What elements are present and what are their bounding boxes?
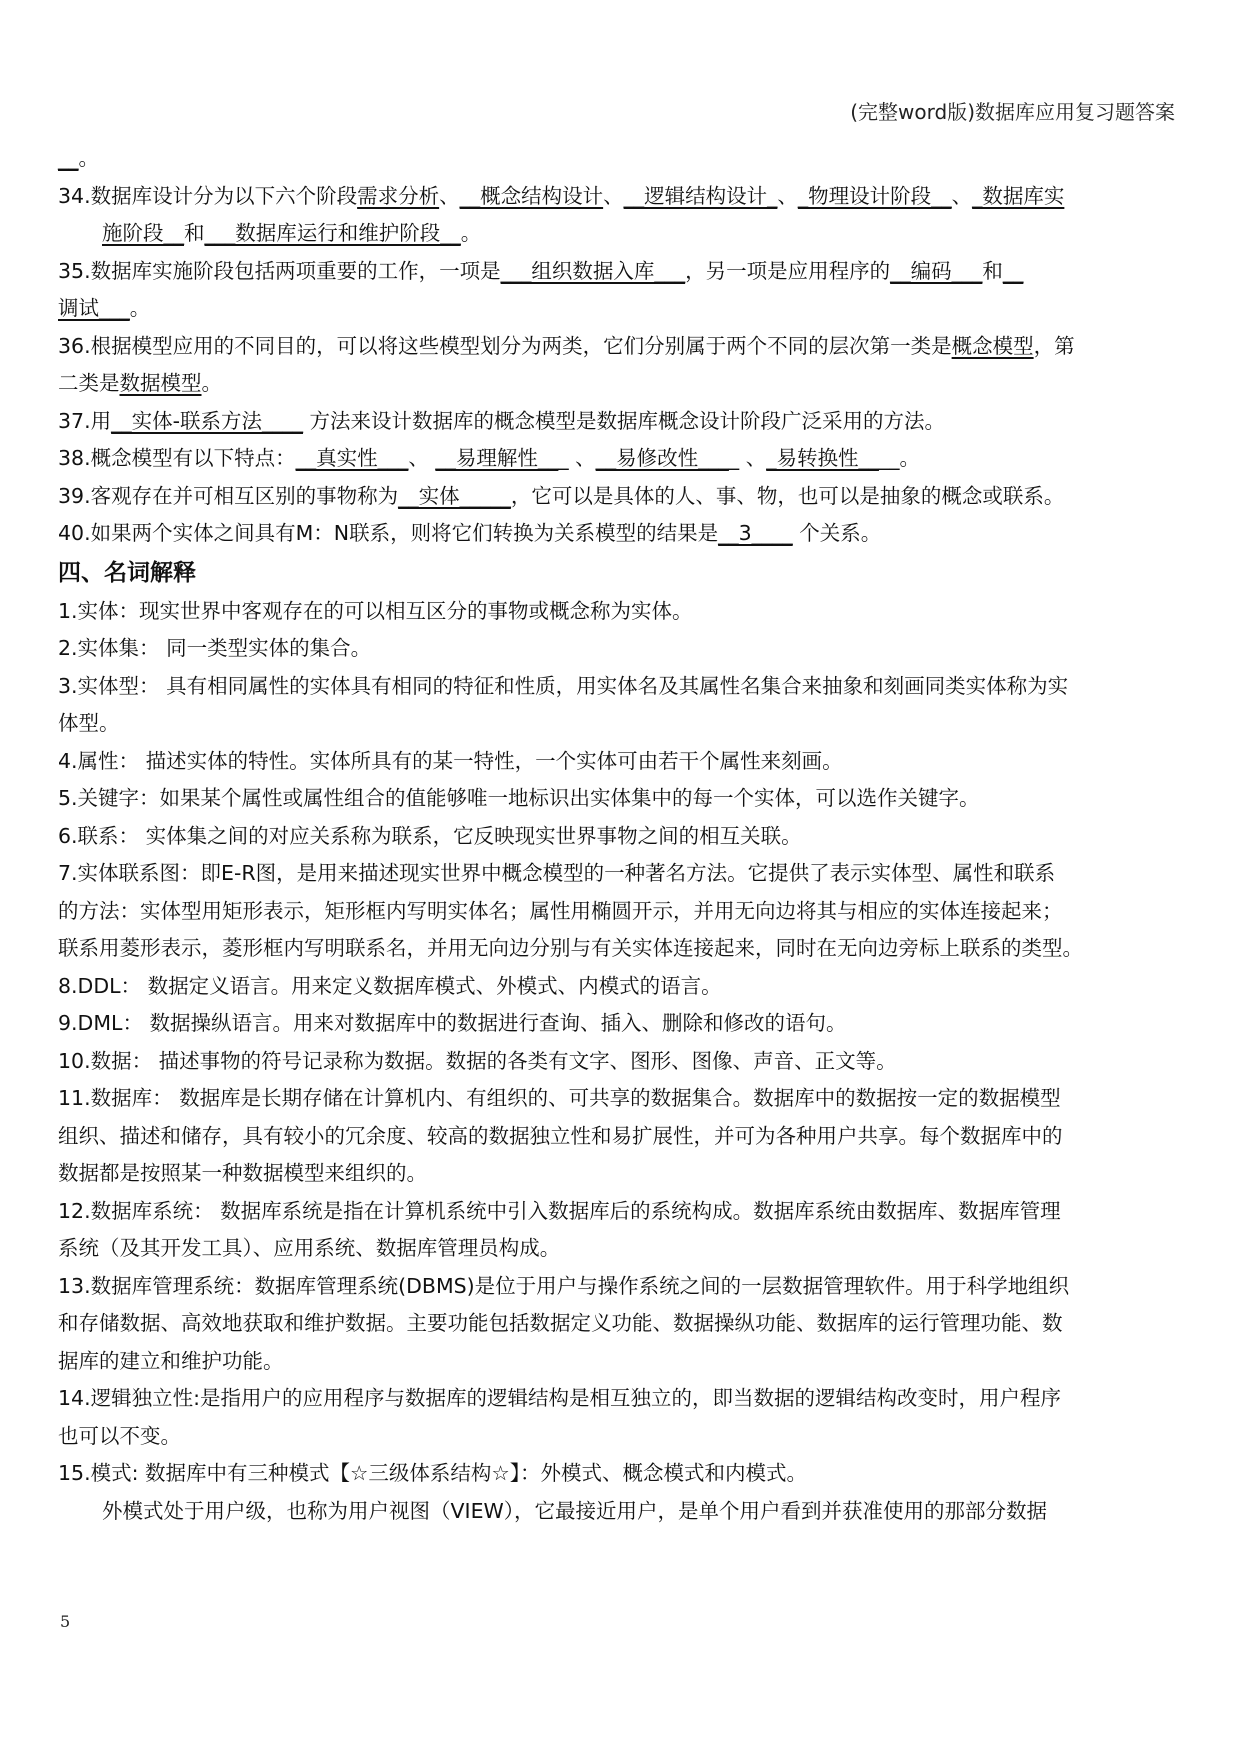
definition-line: 数据都是按照某一种数据模型来组织的。: [58, 1161, 427, 1185]
answer-blank: 施阶段__: [102, 221, 184, 245]
answer-text: 、: [951, 183, 973, 208]
answer-blank: __真实性___: [295, 446, 409, 470]
answer-text: 。: [129, 296, 151, 320]
page-number: 5: [60, 1612, 71, 1631]
definition-line: 系统（及其开发工具）、应用系统、数据库管理员构成。: [58, 1236, 561, 1260]
answer-text: 40.如果两个实体之间具有M：N联系，则将它们转换为关系模型的结果是: [58, 521, 719, 545]
answer-line: [58, 440, 1182, 478]
answer-text: 35.数据库实施阶段包括两项重要的工作，一项是: [58, 258, 501, 283]
answer-text: 、: [777, 183, 798, 208]
answer-line: [58, 403, 1182, 441]
answer-blank: __逻辑结构设计_: [623, 183, 778, 208]
answer-blank: __易修改性___: [595, 446, 729, 470]
answer-text: ，它可以是具体的人、事、物，也可以是抽象的概念或联系。: [510, 483, 1065, 508]
answer-blank: _易转换性__: [766, 446, 879, 470]
definition-line: 的方法：实体型用矩形表示，矩形框内写明实体名；属性用椭圆开示，并用无向边将其与相应的实体连接起来；: [58, 898, 1063, 923]
answer-blank: ___数据库运行和维护阶段__: [204, 221, 461, 245]
answer-blank: __: [58, 146, 79, 170]
answer-text: 。: [201, 371, 222, 395]
answer-text: 二类是: [58, 371, 120, 395]
answer-text: 37.用: [58, 408, 112, 433]
answer-line: [58, 365, 1182, 403]
definition-line: 联系用菱形表示，菱形框内写明联系名，并用无向边分别与有关实体连接起来，同时在无向边旁标上联系的类型。: [58, 936, 1083, 960]
answer-blank: _数据库实: [972, 183, 1065, 208]
definition-line: 也可以不变。: [58, 1423, 181, 1448]
answer-blank: __实体_____: [398, 483, 511, 508]
section-title: 四、名词解释: [58, 559, 196, 586]
definition-line: 和存储数据、高效地获取和维护数据。主要功能包括数据定义功能、数据操纵功能、数据库的运行管理功能、数: [58, 1311, 1063, 1335]
definition-line: 体型。: [58, 711, 120, 735]
answer-line: [58, 140, 1182, 178]
answer-text: 34.数据库设计分为以下六个阶段: [58, 183, 358, 208]
answer-blank: __编码___: [890, 258, 983, 283]
answer-blank: __概念结构设计: [459, 183, 604, 208]
answer-blank: 需求分析: [357, 183, 440, 208]
definition-line: 14.逻辑独立性:是指用户的应用程序与数据库的逻辑结构是相互独立的，即当数据的逻辑结构改变时，用户程序: [58, 1386, 1062, 1410]
answer-blank: 调试___: [58, 296, 130, 320]
answer-text: ，另一项是应用程序的: [685, 258, 891, 283]
definition-line: 11.数据库： 数据库是长期存储在计算机内、有组织的、可共享的数据集合。数据库中的数据按一定的数据模型: [58, 1086, 1061, 1110]
answer-line: [58, 215, 1182, 253]
definition-line: 5.关键字：如果某个属性或属性组合的值能够唯一地标识出实体集中的每一个实体，可以选作关键字。: [58, 786, 980, 810]
answer-text: 。: [78, 146, 99, 170]
answer-text: 、: [603, 183, 624, 208]
answer-blank: __3____: [718, 521, 793, 545]
definition-line: 6.联系： 实体集之间的对应关系称为联系，它反映现实世界事物之间的相互关联。: [58, 823, 802, 848]
answer-blank: 概念模型: [951, 333, 1034, 358]
answer-blank: _物理设计阶段__: [797, 183, 952, 208]
definition-line: 7.实体联系图：即E-R图，是用来描述现实世界中概念模型的一种著名方法。它提供了表示实体型、属性和联系: [58, 861, 1056, 885]
answer-line: [58, 478, 1182, 516]
answer-text: 方法来设计数据库的概念模型是数据库概念设计阶段广泛采用的方法。: [303, 408, 946, 433]
answer-line: [58, 328, 1182, 366]
definition-line: 12.数据库系统： 数据库系统是指在计算机系统中引入数据库后的系统构成。数据库系统由数据库、数据库管理: [58, 1198, 1061, 1223]
answer-text: ，第: [1033, 333, 1075, 358]
definition-line: 4.属性： 描述实体的特性。实体所具有的某一特性，一个实体可由若干个属性来刻画。: [58, 748, 843, 773]
answer-text: _ 、: [558, 446, 596, 470]
page-header: (完整word版)数据库应用复习题答案: [850, 100, 1175, 124]
answer-line: [58, 290, 1182, 328]
answer-text: 38.概念模型有以下特点：: [58, 446, 296, 470]
answer-text: 。: [460, 221, 482, 245]
answer-text: __。: [878, 446, 920, 470]
definition-line: 8.DDL： 数据定义语言。用来定义数据库模式、外模式、内模式的语言。: [58, 973, 722, 998]
definition-line: 2.实体集： 同一类型实体的集合。: [58, 636, 372, 660]
definitions-list: [58, 593, 1182, 1493]
answer-text: 39.客观存在并可相互区别的事物称为: [58, 483, 399, 508]
answer-blank: ___组织数据入库___: [500, 258, 686, 283]
answer-text: 和: [982, 258, 1003, 283]
answer-blank: 数据模型: [119, 371, 202, 395]
answer-text: 36.根据模型应用的不同目的，可以将这些模型划分为两类，它们分别属于两个不同的层次第一类是: [58, 333, 952, 358]
definition-line: 1.实体：现实世界中客观存在的可以相互区分的事物或概念称为实体。: [58, 598, 693, 623]
answer-blank: __实体-联系方法____: [111, 408, 304, 433]
paragraph-line: 外模式处于用户级，也称为用户视图（VIEW），它最接近用户，是单个用户看到并获准使用的那部分数据: [102, 1498, 1048, 1523]
answer-text: _ 、: [728, 446, 767, 470]
answer-blank: __: [1002, 258, 1024, 283]
answer-text: 、: [439, 183, 460, 208]
document-body: [58, 140, 1182, 1530]
answer-text: 个关系。: [792, 521, 882, 545]
definition-line: 9.DML： 数据操纵语言。用来对数据库中的数据进行查询、插入、删除和修改的语句。: [58, 1011, 847, 1035]
answer-text: 和: [184, 221, 205, 245]
definition-line: 据库的建立和维护功能。: [58, 1348, 284, 1373]
answer-line: [58, 253, 1182, 291]
answer-text: 、: [408, 446, 436, 470]
definition-line: 3.实体型： 具有相同属性的实体具有相同的特征和性质，用实体名及其属性名集合来抽象和刻画同类实体称为实: [58, 673, 1069, 698]
definition-line: 组织、描述和储存，具有较小的冗余度、较高的数据独立性和易扩展性，并可为各种用户共享。每个数据库中的: [58, 1123, 1063, 1148]
answer-line: [58, 515, 1182, 553]
fill-in-answers: [58, 140, 1182, 553]
answer-blank: __易理解性__: [435, 446, 559, 470]
answer-line: [58, 178, 1182, 216]
definition-line: 13.数据库管理系统：数据库管理系统(DBMS)是位于用户与操作系统之间的一层数据管理软件。用于科学地组织: [58, 1273, 1070, 1298]
definition-line: 15.模式: 数据库中有三种模式【☆三级体系结构☆】：外模式、概念模式和内模式。: [58, 1461, 808, 1485]
definition-line: 10.数据： 描述事物的符号记录称为数据。数据的各类有文字、图形、图像、声音、正文等。: [58, 1048, 897, 1073]
